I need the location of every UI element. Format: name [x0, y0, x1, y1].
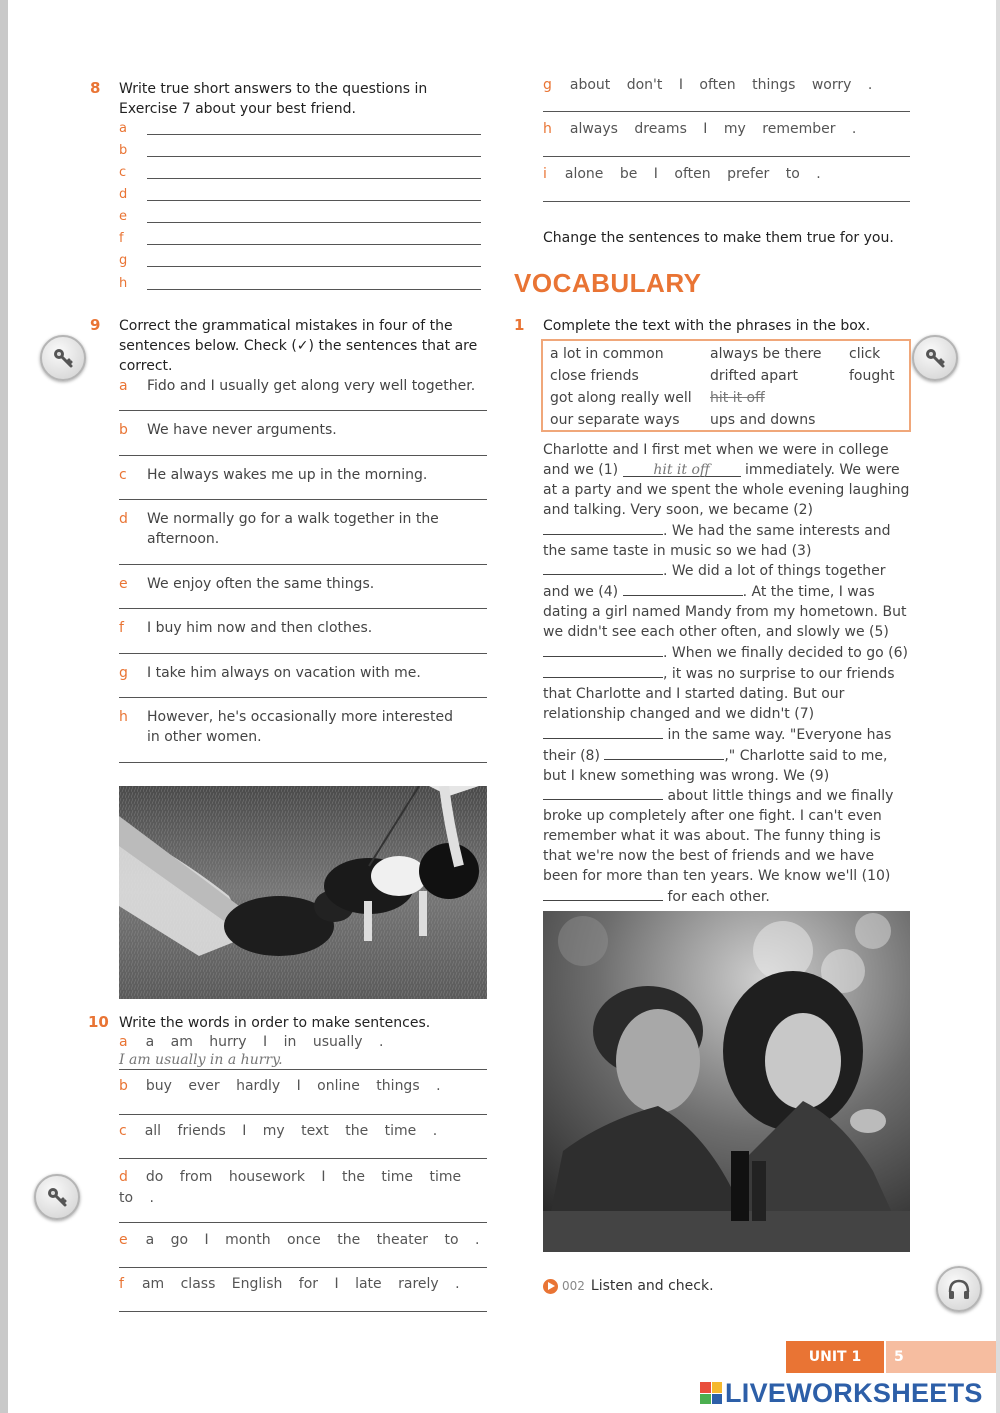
page-edge-right — [996, 0, 1000, 1413]
answer-line — [147, 289, 481, 290]
blank-8[interactable] — [604, 746, 724, 760]
ex8-letter: h — [119, 276, 128, 291]
item-words: all friends I my text the time . — [144, 1123, 438, 1139]
ex8-letter: d — [119, 187, 128, 202]
item-letter: f — [119, 1276, 124, 1292]
item-words: am class English for I late rarely . — [141, 1276, 460, 1292]
ex9-answer-line-a[interactable] — [119, 410, 487, 411]
ex10-number: 10 — [88, 1013, 109, 1031]
item-letter: h — [119, 709, 128, 725]
key-icon — [924, 347, 946, 369]
ex10-item-c — [119, 1123, 437, 1139]
item-letter: a — [119, 378, 128, 394]
item-words: a go I month once the theater to . — [145, 1232, 480, 1248]
ex10-answer-line-d[interactable] — [119, 1222, 487, 1223]
ex8-answer-d[interactable] — [119, 187, 481, 207]
ex10-item-f — [119, 1276, 460, 1292]
ex10-item-d — [119, 1167, 479, 1209]
passage-text: . We did a lot of things together and we (4) — [543, 563, 886, 601]
item-letter: a — [119, 1034, 128, 1050]
ex8-letter: e — [119, 209, 127, 224]
blank-4[interactable] — [623, 582, 743, 596]
ex9-instruction: Correct the grammatical mistakes in four of the sentences below. Check (✓) the sentences that are correct. — [119, 318, 478, 374]
phrase: click — [849, 346, 881, 362]
ex10-answer-line-i[interactable] — [543, 201, 910, 202]
ex8-answer-f[interactable] — [119, 231, 481, 251]
key-icon — [46, 1186, 68, 1208]
blank-2[interactable] — [543, 521, 663, 535]
answer-line — [147, 244, 481, 245]
passage-text: , it was no surprise to our friends that Charlotte and I started dating. But our relationship changed and we didn't (7) — [543, 665, 895, 722]
dogs-photo — [119, 786, 487, 999]
blank-7[interactable] — [543, 725, 663, 739]
answer-key-button[interactable] — [912, 335, 958, 381]
headphones-icon — [947, 1278, 971, 1300]
item-letter: c — [119, 1123, 127, 1139]
ex10-answer-line-h[interactable] — [543, 156, 910, 157]
ex10-item-h — [543, 121, 856, 137]
item-letter: b — [119, 1078, 128, 1094]
item-letter: i — [543, 166, 547, 182]
ex9-answer-line-f[interactable] — [119, 653, 487, 654]
ex9-answer-line-d[interactable] — [119, 564, 487, 565]
item-letter: c — [119, 467, 127, 483]
page-number: 5 — [886, 1341, 996, 1373]
item-words: a am hurry I in usually . — [145, 1034, 384, 1050]
play-icon[interactable] — [543, 1279, 558, 1294]
item-letter: h — [543, 121, 552, 137]
audio-track-number: 002 — [562, 1279, 585, 1293]
reading-passage — [543, 441, 913, 908]
ex9-answer-line-g[interactable] — [119, 697, 487, 698]
answer-line — [147, 156, 481, 157]
ex9-item-e — [119, 574, 487, 594]
passage-text: . At the time, I was dating a girl named Mandy from my hometown. But we didn't see each other often, and slowly we (5) — [543, 584, 907, 641]
ex8-answer-e[interactable] — [119, 209, 481, 229]
item-text: However, he's occasionally more interested in other women. — [147, 709, 453, 745]
answer-key-button[interactable] — [40, 335, 86, 381]
answer-key-button[interactable] — [34, 1174, 80, 1220]
ex10-instruction: Write the words in order to make sentences. — [119, 1015, 431, 1031]
ex9-answer-line-b[interactable] — [119, 455, 487, 456]
page-edge-left — [0, 0, 8, 1413]
ex10-answer-line-e[interactable] — [119, 1267, 487, 1268]
ex9-answer-line-e[interactable] — [119, 608, 487, 609]
ex9-answer-line-h[interactable] — [119, 762, 487, 763]
blank-3[interactable] — [543, 561, 663, 575]
passage-text: about little things and we finally broke up completely after one fight. I can't even remember what it was about. The funny thing is that we're now the best of friends and we have been for more than ten years. We know we'll (10) — [543, 788, 894, 885]
item-letter: g — [543, 77, 552, 93]
phrase: close friends — [550, 368, 639, 384]
answer-line — [147, 178, 481, 179]
audio-label: Listen and check. — [590, 1278, 714, 1294]
ex8-letter: b — [119, 143, 128, 158]
ex8-instruction: Write true short answers to the questions in Exercise 7 about your best friend. — [119, 81, 428, 117]
item-words: alone be I often prefer to . — [564, 166, 821, 182]
item-text: Fido and I usually get along very well together. — [147, 378, 476, 394]
key-icon — [52, 347, 74, 369]
answer-line — [147, 222, 481, 223]
ex9-number: 9 — [90, 316, 101, 334]
blank-5[interactable] — [543, 643, 663, 657]
ex9-answer-line-c[interactable] — [119, 499, 487, 500]
ex9-item-d — [119, 509, 459, 549]
vocab-instruction: Complete the text with the phrases in the box. — [543, 318, 871, 334]
ex10-answer-line-b[interactable] — [119, 1114, 487, 1115]
phrase: our separate ways — [550, 412, 680, 428]
item-text: We normally go for a walk together in the afternoon. — [147, 511, 439, 547]
passage-text: for each other. — [667, 888, 770, 905]
ex8-answer-a[interactable] — [119, 121, 481, 141]
item-words: buy ever hardly I online things . — [145, 1078, 441, 1094]
ex10-item-g — [543, 77, 872, 93]
ex8-number: 8 — [90, 79, 101, 97]
ex9-item-g — [119, 663, 487, 683]
item-letter: g — [119, 665, 128, 681]
item-text: I buy him now and then clothes. — [147, 620, 373, 636]
phrase: fought — [849, 368, 895, 384]
ex8-letter: f — [119, 231, 124, 246]
item-letter: e — [119, 1232, 128, 1248]
item-letter: d — [119, 511, 128, 527]
ex8-answer-h[interactable] — [119, 276, 481, 296]
ex10-item-e — [119, 1232, 479, 1248]
blank-9[interactable] — [543, 786, 663, 800]
ex10-item-i — [543, 166, 821, 182]
answer-line — [147, 134, 481, 135]
audio-prompt[interactable] — [543, 1278, 714, 1294]
ex10-item-a — [119, 1034, 383, 1050]
ex9-item-a — [119, 376, 487, 396]
ex10-answer-line-f[interactable] — [119, 1311, 487, 1312]
blank-6[interactable] — [543, 664, 663, 678]
answer-line — [147, 200, 481, 201]
ex8-answer-g[interactable] — [119, 253, 481, 273]
brand-text: LIVEWORKSHEETS — [725, 1377, 983, 1408]
ex9-item-f — [119, 618, 487, 638]
item-text: We have never arguments. — [147, 422, 337, 438]
brand-icon — [700, 1382, 722, 1404]
answer-line — [147, 266, 481, 267]
phrase: got along really well — [550, 390, 692, 406]
blank-10[interactable] — [543, 887, 663, 901]
ex8-answer-c[interactable] — [119, 165, 481, 185]
ex8-letter: a — [119, 121, 127, 136]
passage-text: immediately. We were at a party and we spent the whole evening laughing and talking. Very soon, we became (2) — [543, 461, 910, 518]
passage-text: in the same way. "Everyone has their (8) — [543, 726, 892, 764]
ex10-item-b — [119, 1078, 441, 1094]
phrase-used: hit it off — [710, 390, 765, 406]
item-words: do from housework I the time time to . — [119, 1169, 462, 1206]
phrase: a lot in common — [550, 346, 664, 362]
passage-text: . When we finally decided to go (6) — [663, 645, 909, 662]
passage-text: ," Charlotte said to me, but I knew something was wrong. We (9) — [543, 747, 888, 784]
item-words: about don't I often things worry . — [569, 77, 873, 93]
liveworksheets-logo — [700, 1378, 983, 1408]
ex8-letter: c — [119, 165, 127, 180]
item-letter: b — [119, 422, 128, 438]
ex10-answer-line-c[interactable] — [119, 1158, 487, 1159]
audio-button[interactable] — [936, 1266, 982, 1312]
item-letter: d — [119, 1169, 128, 1185]
vocab-ex-number: 1 — [514, 316, 525, 334]
item-letter: f — [119, 620, 124, 636]
passage-text: Charlotte and I first met when we were in college and we (1) — [543, 442, 889, 478]
ex8-letter: g — [119, 253, 128, 268]
unit-tab: UNIT 1 — [786, 1341, 884, 1373]
couple-photo — [543, 911, 910, 1252]
phrase: drifted apart — [710, 368, 798, 384]
phrase: ups and downs — [710, 412, 816, 428]
ex8-answer-b[interactable] — [119, 143, 481, 163]
item-words: always dreams I my remember . — [569, 121, 857, 137]
vocabulary-heading: VOCABULARY — [514, 268, 702, 298]
ex9-item-h — [119, 707, 469, 747]
phrase: always be there — [710, 346, 822, 362]
item-text: He always wakes me up in the morning. — [147, 467, 428, 483]
ex10-followup: Change the sentences to make them true for you. — [543, 230, 894, 246]
phrase-box — [541, 339, 911, 432]
item-letter: e — [119, 576, 128, 592]
ex10-example-answer: I am usually in a hurry. — [119, 1052, 283, 1068]
ex9-item-c — [119, 465, 487, 485]
ex10-answer-line-a[interactable] — [119, 1069, 487, 1070]
item-text: We enjoy often the same things. — [147, 576, 375, 592]
ex10-answer-line-g[interactable] — [543, 111, 910, 112]
item-text: I take him always on vacation with me. — [147, 665, 421, 681]
blank-1-example: hit it off — [623, 463, 741, 477]
passage-text: . We had the same interests and the same taste in music so we had (3) — [543, 522, 891, 559]
ex9-item-b — [119, 420, 487, 440]
